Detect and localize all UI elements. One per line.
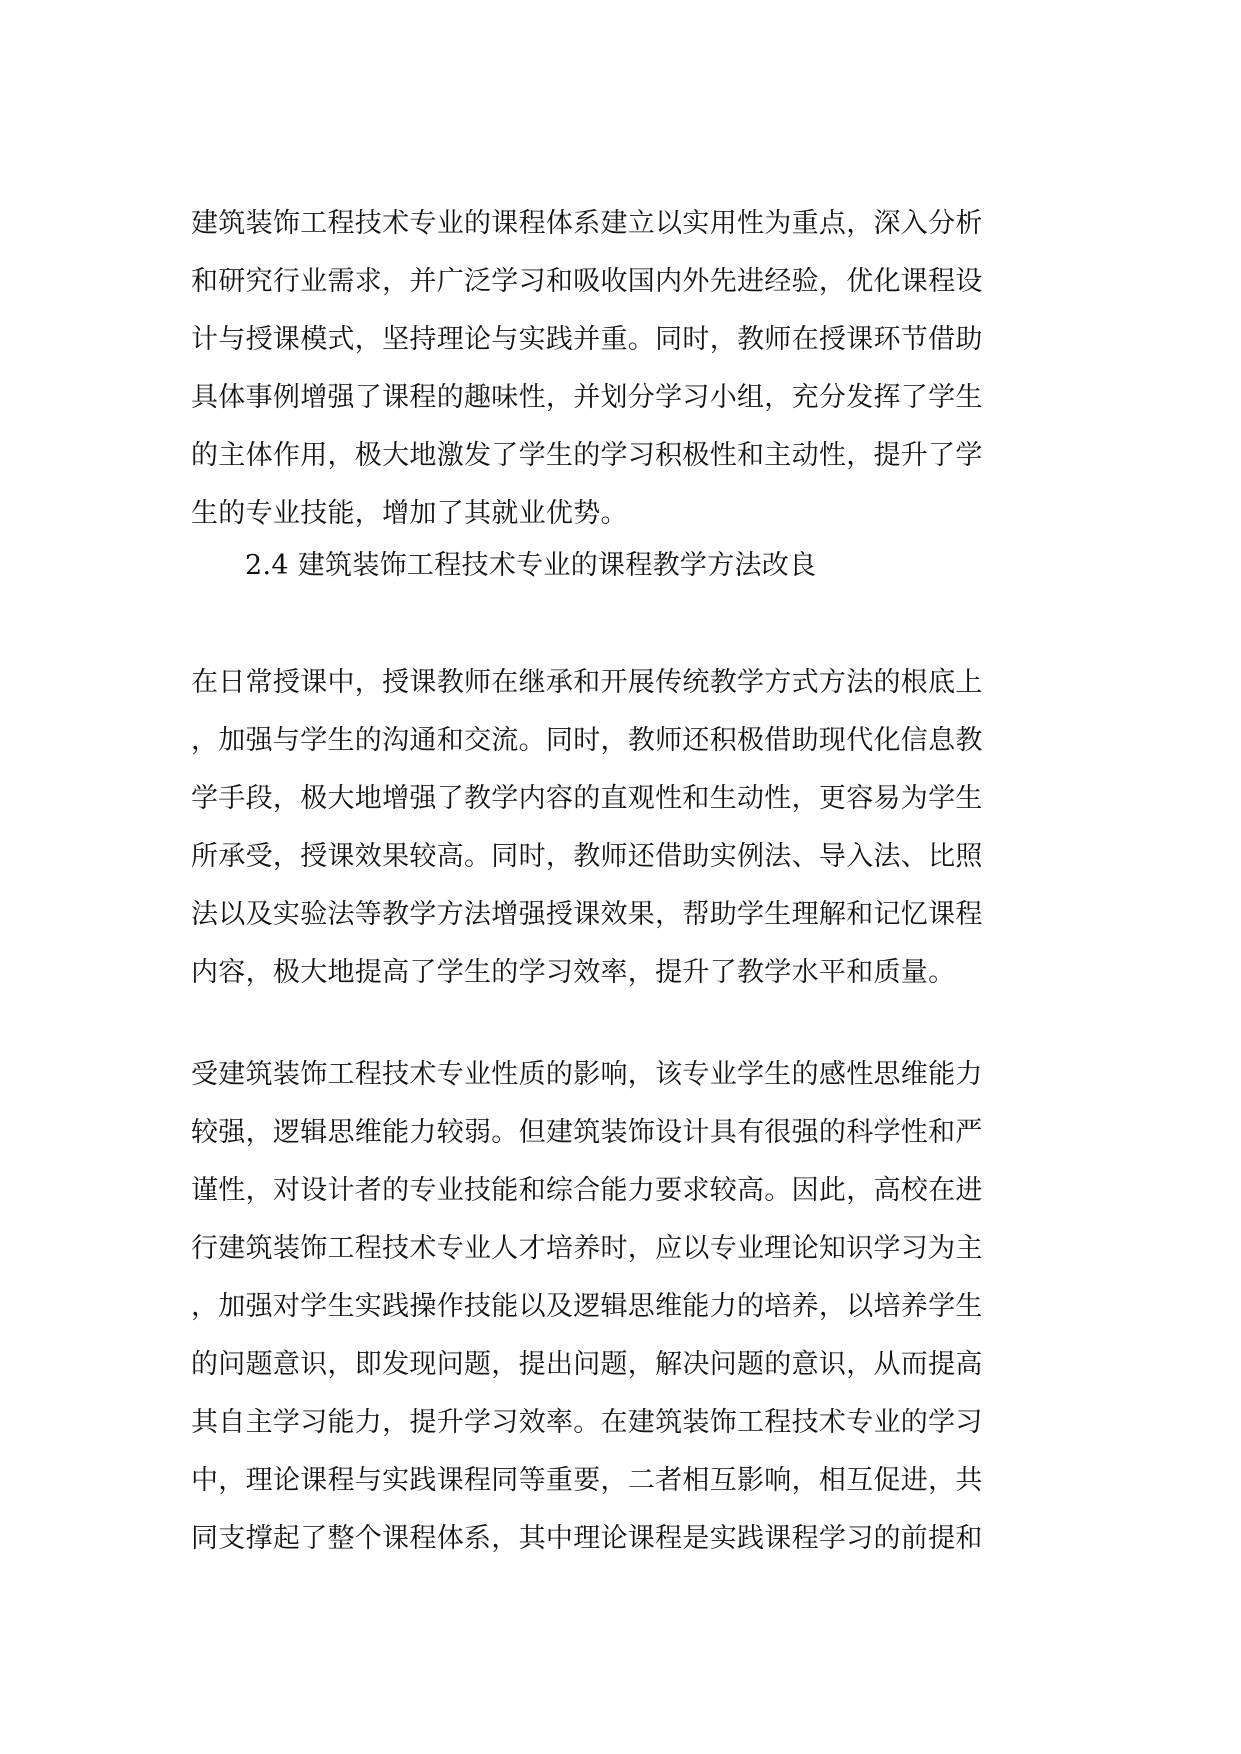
paragraph-line: 的问题意识，即发现问题，提出问题，解决问题的意识，从而提高 bbox=[191, 1349, 983, 1380]
paragraph-line: 内容，极大地提高了学生的学习效率，提升了教学水平和质量。 bbox=[191, 957, 956, 988]
paragraph-line: 和研究行业需求，并广泛学习和吸收国内外先进经验，优化课程设 bbox=[191, 266, 983, 297]
paragraph-line: 较强，逻辑思维能力较弱。但建筑装饰设计具有很强的科学性和严 bbox=[191, 1117, 983, 1148]
paragraph-line: 中，理论课程与实践课程同等重要，二者相互影响，相互促进，共 bbox=[191, 1465, 983, 1496]
paragraph-line: ，加强与学生的沟通和交流。同时，教师还积极借助现代化信息教 bbox=[191, 725, 983, 756]
paragraph-line: 在日常授课中，授课教师在继承和开展传统教学方式方法的根底上 bbox=[191, 667, 983, 698]
paragraph-professional-nature bbox=[191, 1046, 1051, 1568]
paragraph-line: 同支撑起了整个课程体系，其中理论课程是实践课程学习的前提和 bbox=[191, 1523, 983, 1554]
section-heading: 2.4 建筑装饰工程技术专业的课程教学方法改良 bbox=[245, 550, 817, 581]
paragraph-line: 谨性，对设计者的专业技能和综合能力要求较高。因此，高校在进 bbox=[191, 1175, 983, 1206]
paragraph-teaching-methods bbox=[191, 654, 1051, 1002]
paragraph-line: 行建筑装饰工程技术专业人才培养时，应以专业理论知识学习为主 bbox=[191, 1233, 983, 1264]
paragraph-line: ，加强对学生实践操作技能以及逻辑思维能力的培养，以培养学生 bbox=[191, 1291, 983, 1322]
paragraph-line: 其自主学习能力，提升学习效率。在建筑装饰工程技术专业的学习 bbox=[191, 1407, 983, 1438]
paragraph-line: 学手段，极大地增强了教学内容的直观性和生动性，更容易为学生 bbox=[191, 783, 983, 814]
paragraph-line: 具体事例增强了课程的趣味性，并划分学习小组，充分发挥了学生 bbox=[191, 382, 983, 413]
paragraph-curriculum-system bbox=[191, 195, 1051, 543]
paragraph-line: 生的专业技能，增加了其就业优势。 bbox=[191, 498, 628, 529]
paragraph-line: 所承受，授课效果较高。同时，教师还借助实例法、导入法、比照 bbox=[191, 841, 983, 872]
paragraph-line: 计与授课模式，坚持理论与实践并重。同时，教师在授课环节借助 bbox=[191, 324, 983, 355]
paragraph-line: 建筑装饰工程技术专业的课程体系建立以实用性为重点，深入分析 bbox=[191, 208, 983, 239]
paragraph-line: 的主体作用，极大地激发了学生的学习积极性和主动性，提升了学 bbox=[191, 440, 983, 471]
paragraph-line: 受建筑装饰工程技术专业性质的影响，该专业学生的感性思维能力 bbox=[191, 1059, 983, 1090]
section-heading-block bbox=[191, 537, 1051, 595]
paragraph-line: 法以及实验法等教学方法增强授课效果，帮助学生理解和记忆课程 bbox=[191, 899, 983, 930]
